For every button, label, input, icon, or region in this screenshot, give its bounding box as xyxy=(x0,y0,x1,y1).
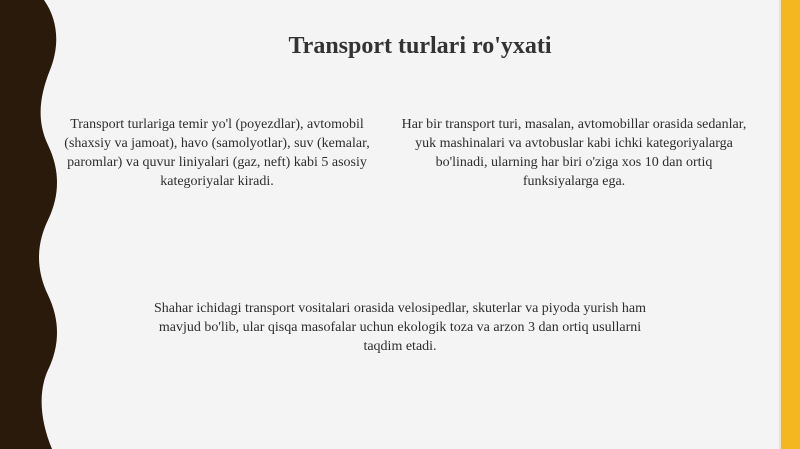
right-text-block: Har bir transport turi, masalan, avtomobillar orasida sedanlar, yuk mashinalari va avtobuslar kabi ichki kategoriyalarga bo'linadi, ularning har biri o'ziga xos 10 dan ortiq funksiyalarga ega. xyxy=(401,117,747,189)
left-text-block: Transport turlariga temir yo'l (poyezdlar), avtomobil (shaxsiy va jamoat), havo (samolyotlar), suv (kemalar, paromlar) va quvur liniyalari (gaz, neft) kabi 5 asosiy kategoriyalar kiradi. xyxy=(64,117,370,189)
bottom-text-block: Shahar ichidagi transport vositalari orasida velosipedlar, skuterlar va piyoda yurish ham mavjud bo'lib, ular qisqa masofalar uchun ekologik toza va arzon 3 dan ortiq usullarni taqdim etadi. xyxy=(153,301,647,354)
right-accent-bar xyxy=(779,0,800,449)
wavy-left-decoration xyxy=(0,0,64,449)
slide-title: Transport turlari ro'yxati xyxy=(288,33,552,59)
